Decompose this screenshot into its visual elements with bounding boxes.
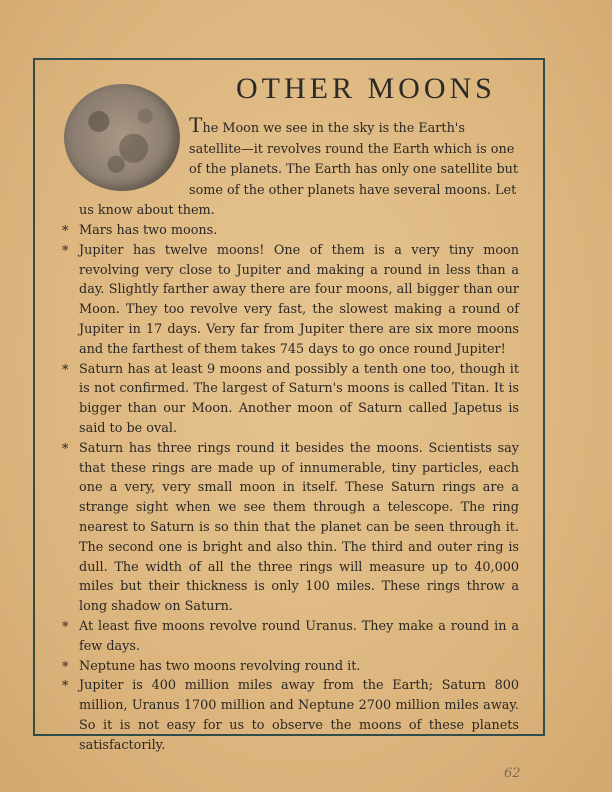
list-item: * Saturn has at least 9 moons and possibly a tenth one too, though it is not confirmed. The largest of Saturn's moons is called Titan. It is bigger than our Moon. Another moon of Saturn called Japetus is said to be oval. <box>79 360 519 439</box>
intro-text: he Moon we see in the sky is the Earth's satellite—it revolves round the Earth which is one of the planets. The Earth has only one satellite but some of the other planets have several moons. Let us know about them. <box>79 121 519 218</box>
intro-paragraph <box>79 112 519 222</box>
list-item: * At least five moons revolve round Uranus. They make a round in a few days. <box>79 617 519 657</box>
list-item: * Jupiter has twelve moons! One of them is a very tiny moon revolving very close to Jupiter and making a round in less than a day. Slightly farther away there are four moons, all bigger than our Moon. They too revolve very fast, the slowest making a round of Jupiter in 17 days. Very far from Jupiter there are six more moons and the farthest of them takes 745 days to go once round Jupiter! <box>79 241 519 360</box>
page-number: 62 <box>504 766 521 781</box>
page-title: OTHER MOONS <box>236 72 496 105</box>
facts-list <box>79 221 519 756</box>
drop-cap: T <box>189 112 203 137</box>
image-wrap-spacer <box>79 116 189 198</box>
list-item: * Jupiter is 400 million miles away from the Earth; Saturn 800 million, Uranus 1700 million and Neptune 2700 million miles away. So it is not easy for us to observe the moons of these planets satisfactorily. <box>79 676 519 755</box>
list-item: * Mars has two moons. <box>79 221 519 241</box>
list-item: * Saturn has three rings round it besides the moons. Scientists say that these rings are made up of innumerable, tiny particles, each one a very, very small moon in itself. These Saturn rings are a strange sight when we see them through a telescope. The ring nearest to Saturn is so thin that the planet can be seen through it. The second one is bright and also thin. The third and outer ring is dull. The width of all the three rings will measure up to 40,000 miles but their thickness is only 100 miles. These rings throw a long shadow on Saturn. <box>79 439 519 617</box>
list-item: * Neptune has two moons revolving round it. <box>79 657 519 677</box>
